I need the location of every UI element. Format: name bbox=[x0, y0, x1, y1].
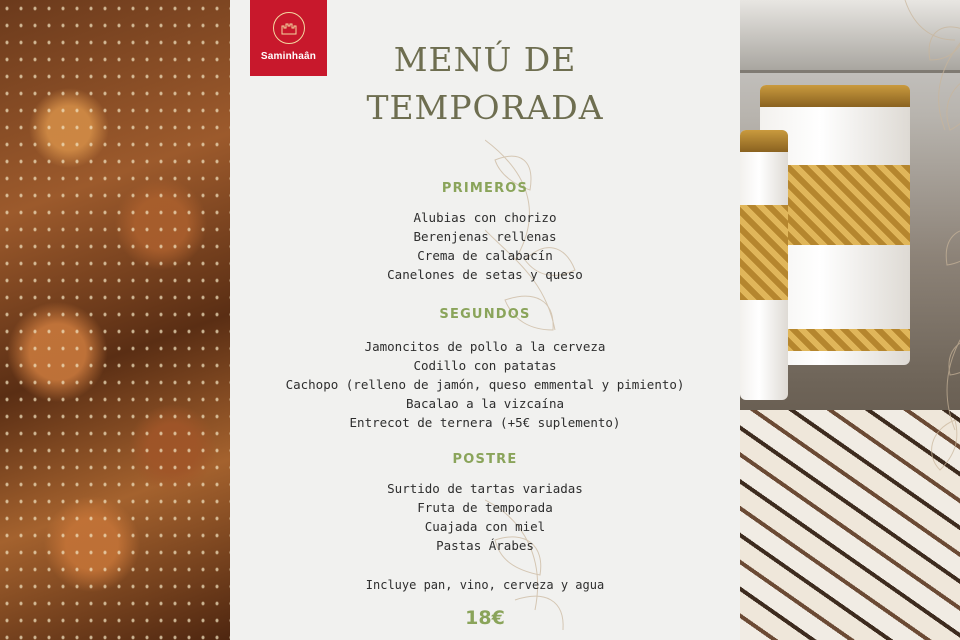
dish-item: Bacalao a la vizcaína bbox=[405, 396, 565, 411]
dish-item: Surtido de tartas variadas bbox=[387, 481, 583, 496]
dish-item: Fruta de temporada bbox=[417, 500, 553, 515]
menu-price: 18€ bbox=[465, 607, 505, 629]
dish-item: Canelones de setas y queso bbox=[387, 267, 583, 282]
section-heading-postre: POSTRE bbox=[452, 452, 518, 467]
dish-item: Jamoncitos de pollo a la cerveza bbox=[364, 339, 606, 354]
tea-glasses-photo bbox=[740, 0, 960, 640]
includes-note: Incluye pan, vino, cerveza y agua bbox=[365, 578, 605, 592]
dish-item: Entrecot de ternera (+5€ suplemento) bbox=[349, 415, 621, 430]
pastry-photo bbox=[0, 0, 230, 640]
dish-item: Pastas Árabes bbox=[436, 538, 534, 553]
title-line-2: TEMPORADA bbox=[366, 88, 604, 127]
brand-name: Saminhaân bbox=[260, 51, 317, 62]
silver-tray bbox=[740, 0, 960, 73]
section-heading-primeros: PRIMEROS bbox=[441, 181, 529, 196]
menu-card bbox=[230, 0, 740, 640]
dish-item: Codillo con patatas bbox=[413, 358, 557, 373]
dish-item: Alubias con chorizo bbox=[413, 210, 557, 225]
marbled-sweets bbox=[740, 410, 960, 640]
dish-item: Berenjenas rellenas bbox=[413, 229, 557, 244]
tea-glass-back bbox=[740, 130, 788, 400]
menu-title bbox=[230, 36, 740, 132]
dish-item: Cachopo (relleno de jamón, queso emmental y pimiento) bbox=[285, 377, 685, 392]
title-line-1: MENÚ DE bbox=[393, 40, 577, 79]
dish-item: Cuajada con miel bbox=[424, 519, 546, 534]
dish-item: Crema de calabacín bbox=[417, 248, 553, 263]
section-heading-segundos: SEGUNDOS bbox=[439, 307, 531, 322]
